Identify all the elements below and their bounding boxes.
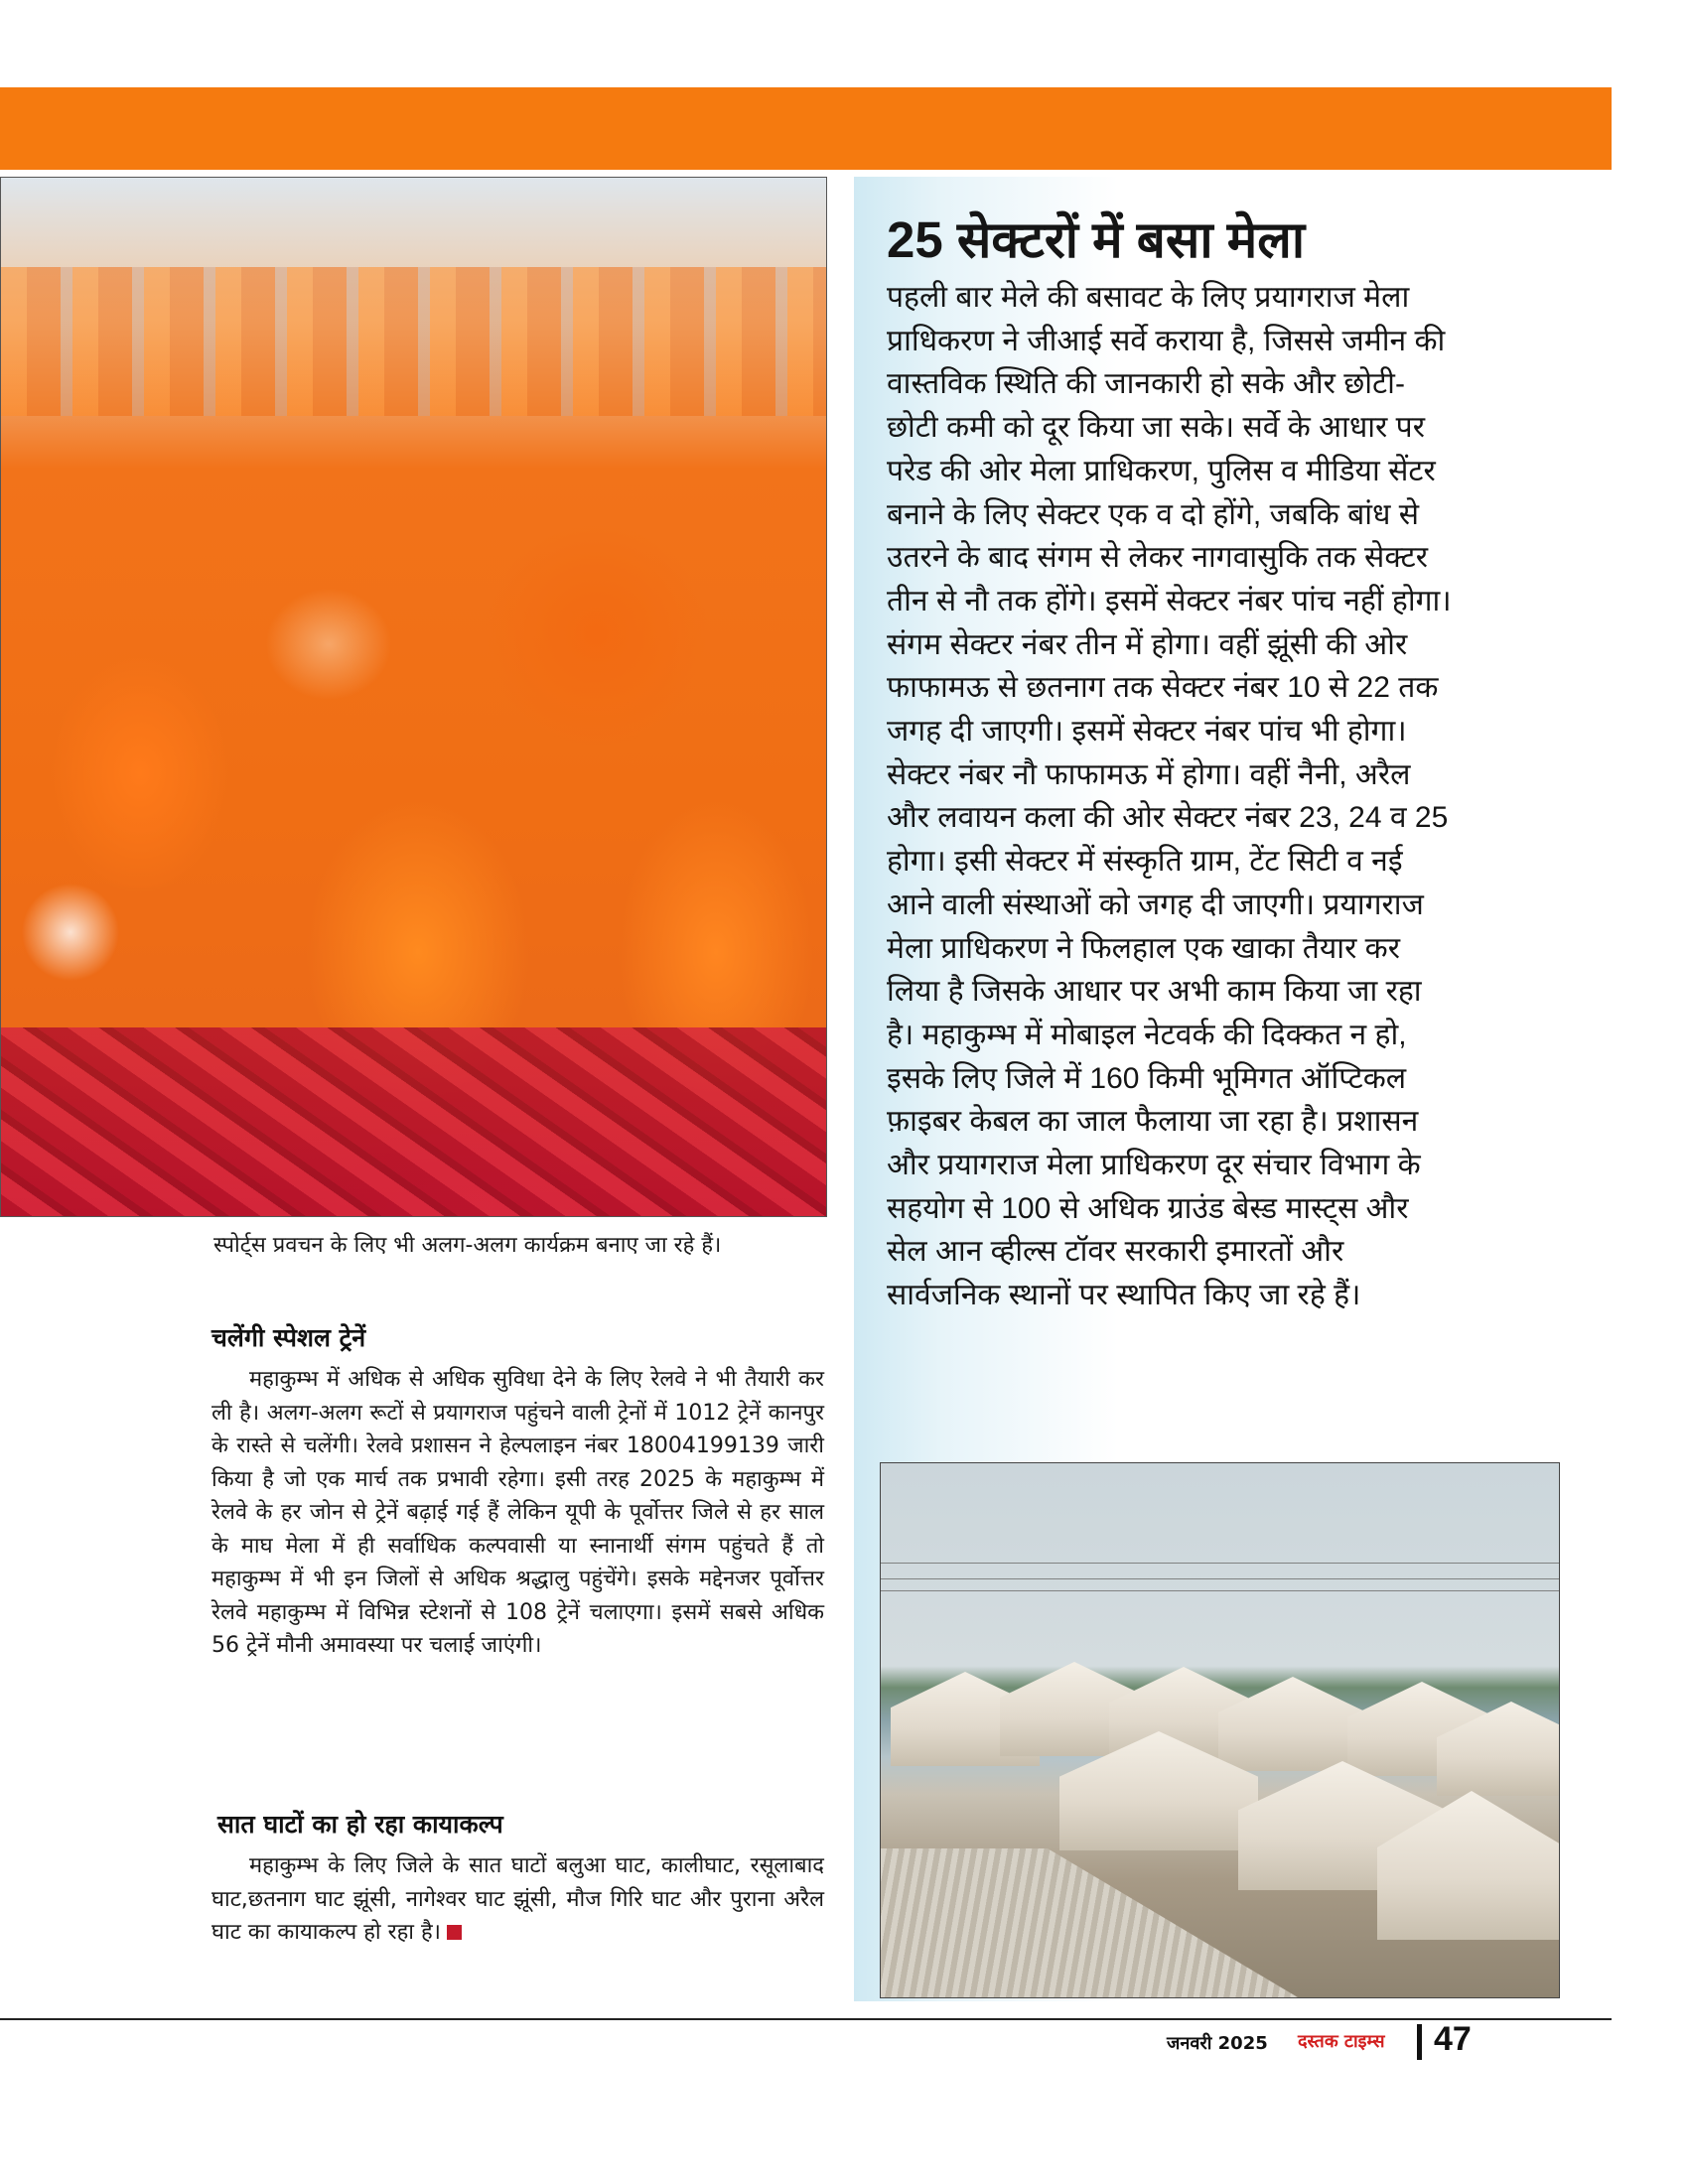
power-line bbox=[881, 1590, 1559, 1591]
footer-rule bbox=[0, 2018, 1612, 2020]
tent bbox=[1218, 1677, 1367, 1771]
heading-special-trains: चलेंगी स्पेशल ट्रेनें bbox=[211, 1323, 366, 1352]
page-number: 47 bbox=[1434, 2020, 1472, 2058]
publication-logo: दस्तक टाइम्स bbox=[1298, 2031, 1385, 2052]
power-line bbox=[881, 1563, 1559, 1564]
foreground-roof bbox=[881, 1848, 1298, 1997]
heading-ghats: सात घाटों का हो रहा कायाकल्प bbox=[217, 1810, 503, 1839]
body-ghats-text: महाकुम्भ के लिए जिले के सात घाटों बलुआ घाट, कालीघाट, रसूलाबाद घाट,छतनाग घाट झूंसी, नागेश्वर घाट झूंसी, मौज गिरि घाट और पुराना अरैल घाट का कायाकल्प हो रहा है। bbox=[211, 1853, 824, 1945]
top-color-band bbox=[0, 87, 1612, 170]
tent-city-photo bbox=[880, 1462, 1560, 1998]
body-special-trains: महाकुम्भ में अधिक से अधिक सुविधा देने के लिए रेलवे ने भी तैयारी कर ली है। अलग-अलग रूटों से प्रयागराज पहुंचने वाली ट्रेनों में 1012 ट्रेनें कानपुर के रास्ते से चलेंगी। रेलवे प्रशासन ने हेल्पलाइन नंबर 18004199139 जारी किया है जो एक मार्च तक प्रभावी रहेगा। इसी तरह 2025 के महाकुम्भ में रेलवे के हर जोन से ट्रेनें बढ़ाई गई हैं लेकिन यूपी के पूर्वोत्तर जिले से हर साल के माघ मेला में ही सर्वाधिक कल्पवासी या स्नानार्थी संगम पहुंचते हैं तो महाकुम्भ में भी इन जिलों से अधिक श्रद्धालु पहुंचेंगे। इसके मद्देनजर पूर्वोत्तर रेलवे महाकुम्भ में विभिन्न स्टेशनों से 108 ट्रेनें चलाएगा। इसमें सबसे अधिक 56 ट्रेनें मौनी अमावस्या पर चलाई जाएंगी। bbox=[211, 1367, 824, 1658]
sidebar-body: पहली बार मेले की बसावट के लिए प्रयागराज मेला प्राधिकरण ने जीआई सर्वे कराया है, जिससे जमीन की वास्तविक स्थिति की जानकारी हो सके और छोटी-छोटी कमी को दूर किया जा सके। सर्वे के आधार पर परेड की ओर मेला प्राधिकरण, पुलिस व मीडिया सेंटर बनाने के लिए सेक्टर एक व दो होंगे, जबकि बांध से उतरने के बाद संगम से लेकर नागवासुकि तक सेक्टर तीन से नौ तक होंगे। इसमें सेक्टर नंबर पांच नहीं होगा। संगम सेक्टर नंबर तीन में होगा। वहीं झूंसी की ओर फाफामऊ से छतनाग तक सेक्टर नंबर 10 से 22 तक जगह दी जाएगी। इसमें सेक्टर नंबर पांच भी होगा। सेक्टर नंबर नौ फाफामऊ में होगा। वहीं नैनी, अरैल और लवायन कला की ओर सेक्टर नंबर 23, 24 व 25 होगा। इसी सेक्टर में संस्कृति ग्राम, टेंट सिटी व नई आने वाली संस्थाओं को जगह दी जाएगी। प्रयागराज मेला प्राधिकरण ने फिलहाल एक खाका तैयार कर लिया है जिसके आधार पर अभी काम किया जा रहा है। महाकुम्भ में मोबाइल नेटवर्क की दिक्कत न हो, इसके लिए जिले में 160 किमी भूमिगत ऑप्टिकल फ़ाइबर केबल का जाल फैलाया जा रहा है। प्रशासन और प्रयागराज मेला प्राधिकरण दूर संचार विभाग के सहयोग से 100 से अधिक ग्राउंड बेस्ड मास्ट्स और सेल आन व्हील्स टॉवर सरकारी इमारतों और सार्वजनिक स्थानों पर स्थापित किए जा रहे हैं। bbox=[887, 281, 1452, 1312]
power-line bbox=[881, 1578, 1559, 1579]
footer-date: जनवरी 2025 bbox=[1167, 2033, 1268, 2054]
footer-divider bbox=[1417, 2024, 1422, 2060]
sadhus-photo bbox=[0, 177, 827, 1217]
end-mark-icon bbox=[447, 1925, 462, 1940]
body-ghats bbox=[211, 1849, 824, 1950]
sidebar-title: 25 सेक्टरों में बसा मेला bbox=[887, 211, 1306, 268]
caption-continuation: स्पोर्ट्स प्रवचन के लिए भी अलग-अलग कार्यक्रम बनाए जा रहे हैं। bbox=[213, 1233, 722, 1258]
red-carpet bbox=[1, 1027, 826, 1216]
crowd-background bbox=[1, 267, 826, 416]
